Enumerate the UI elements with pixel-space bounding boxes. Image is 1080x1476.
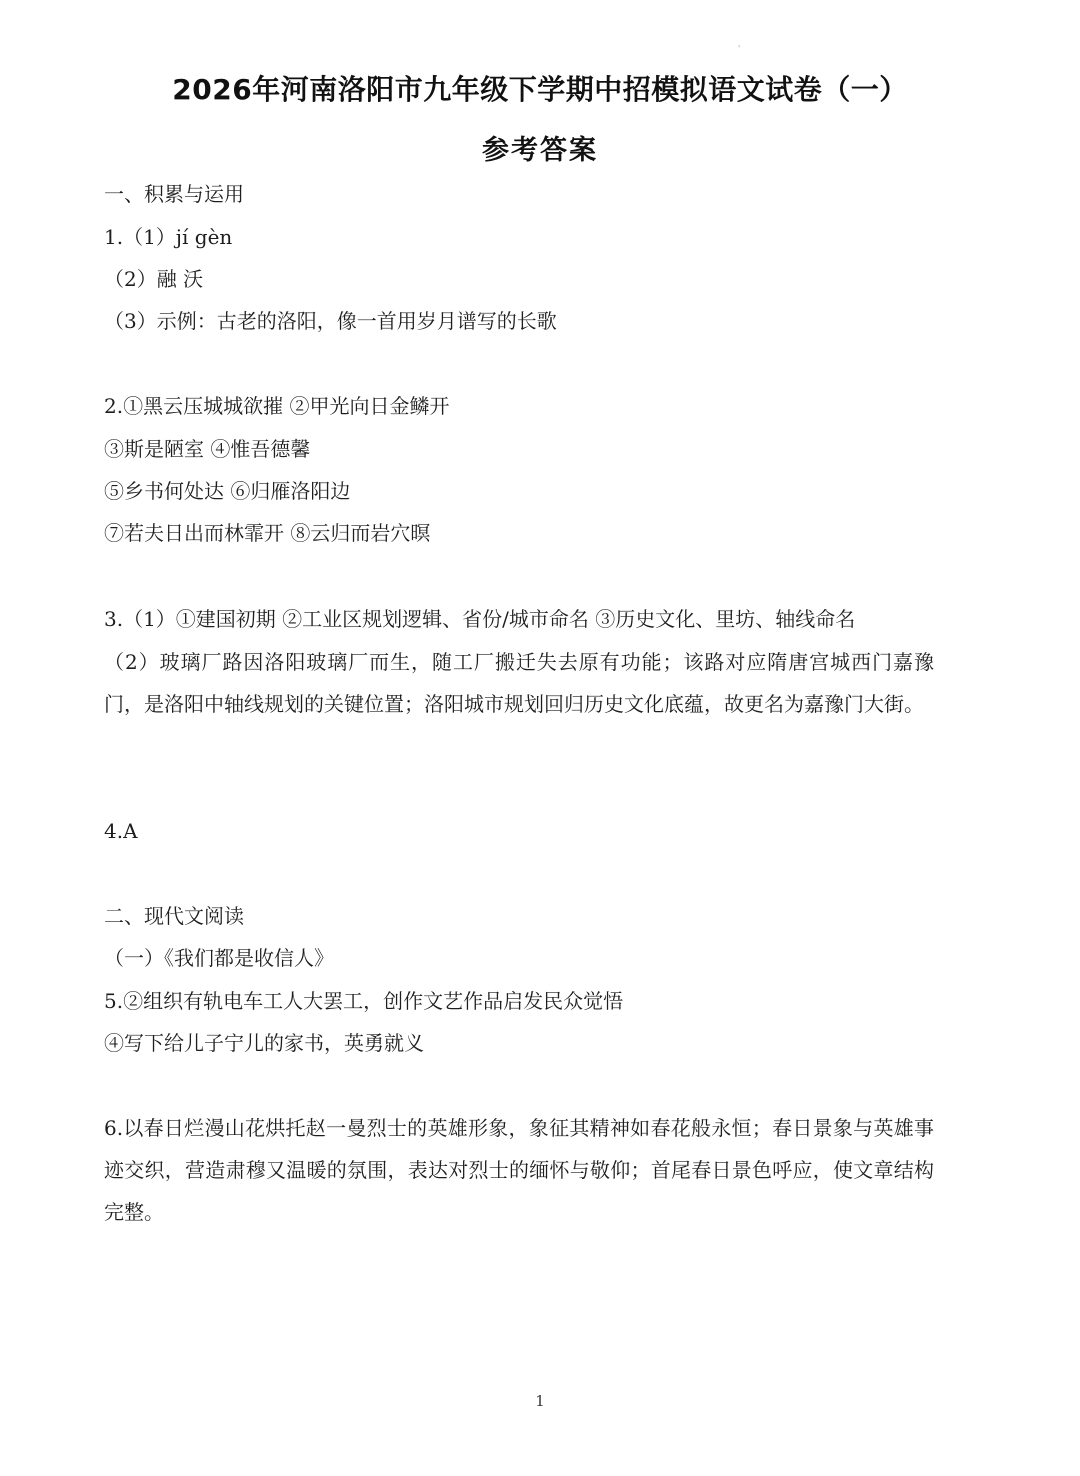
section-heading-2: 二、现代文阅读 [104,904,244,928]
answer-q2-line2: ③斯是陋室 ④惟吾德馨 [104,437,311,461]
answer-q1-line3: （3）示例：古老的洛阳，像一首用岁月谱写的长歌 [104,309,557,333]
answer-q6-paragraph: 6.以春日烂漫山花烘托赵一曼烈士的英雄形象，象征其精神如春花般永恒；春日景象与英雄事迹交织，营造肃穆又温暖的氛围，表达对烈士的缅怀与敬仰；首尾春日景色呼应，使文章结构完整。 [104,1116,934,1224]
page-number: 1 [535,1392,545,1410]
document-title: 2026年河南洛阳市九年级下学期中招模拟语文试卷（一） [172,73,908,106]
answer-q3-paragraph: （2）玻璃厂路因洛阳玻璃厂而生，随工厂搬迁失去原有功能；该路对应隋唐宫城西门嘉豫门，是洛阳中轴线规划的关键位置；洛阳城市规划回归历史文化底蕴，故更名为嘉豫门大街。 [104,650,934,716]
answer-q5-line2: ④写下给儿子宁儿的家书，英勇就义 [104,1031,424,1055]
answer-q2-line4: ⑦若夫日出而林霏开 ⑧云归而岩穴暝 [104,521,431,545]
corner-mark: ' [738,44,741,53]
answer-q2-line3: ⑤乡书何处达 ⑥归雁洛阳边 [104,479,351,503]
answer-q2-line1: 2.①黑云压城城欲摧 ②甲光向日金鳞开 [104,394,450,418]
document-subtitle: 参考答案 [482,135,598,166]
section-heading-1: 一、积累与运用 [104,182,244,206]
subsection-heading-1: （一）《我们都是收信人》 [104,946,334,970]
answer-q3-line1: 3.（1）①建国初期 ②工业区规划逻辑、省份/城市命名 ③历史文化、里坊、轴线命名 [104,607,856,631]
answer-q5-line1: 5.②组织有轨电车工人大罢工，创作文艺作品启发民众觉悟 [104,989,624,1013]
answer-q4: 4.A [104,819,138,843]
answer-q1-line2: （2）融 沃 [104,267,204,291]
answer-q1-line1: 1.（1）jí gèn [104,225,233,249]
